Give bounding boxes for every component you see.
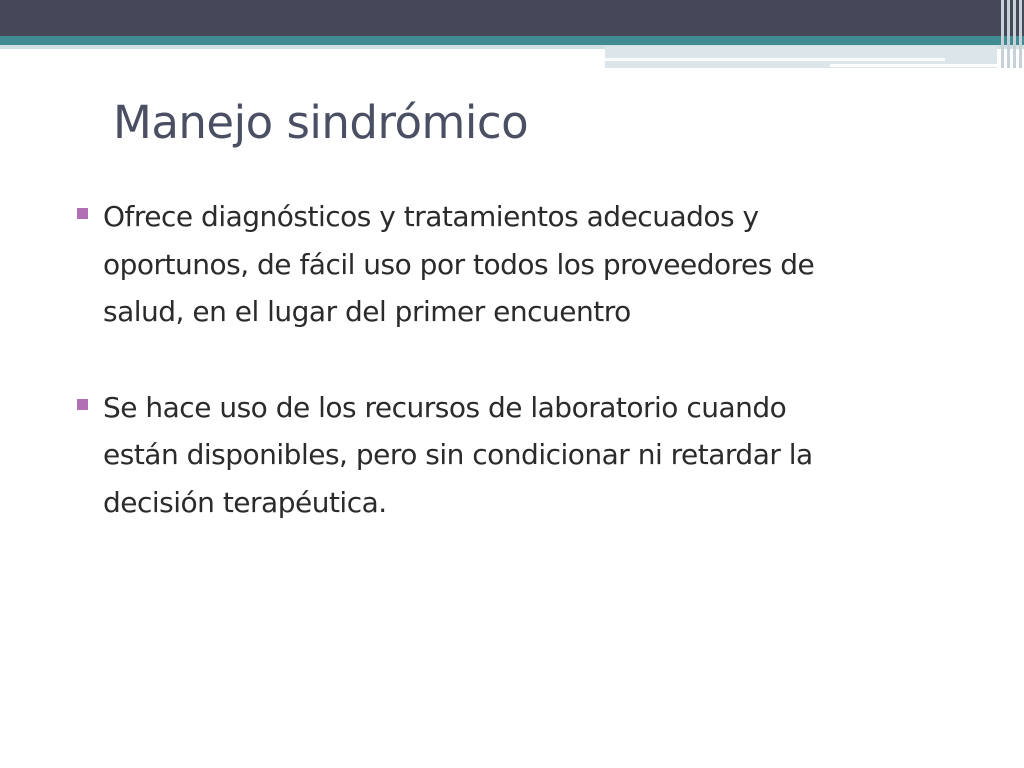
header-dark-bar xyxy=(0,0,1024,36)
bullet-line: Ofrece diagnósticos y tratamientos adecuados y xyxy=(103,200,759,233)
slide-title: Manejo sindrómico xyxy=(113,96,529,149)
header-teal-bar xyxy=(0,36,1024,45)
square-bullet-icon xyxy=(77,399,88,410)
header-right-stripes xyxy=(992,0,1024,68)
bullet-line: salud, en el lugar del primer encuentro xyxy=(103,295,631,328)
stripe xyxy=(1007,0,1010,68)
bullet-line: están disponibles, pero sin condicionar ni retardar la xyxy=(103,438,813,471)
bullet-list xyxy=(75,193,975,526)
bullet-line: oportunos, de fácil uso por todos los proveedores de xyxy=(103,247,815,281)
header-accent-line-short xyxy=(830,64,997,67)
stripe xyxy=(1001,0,1004,68)
header-accent-line xyxy=(605,58,945,61)
bullet-item-1 xyxy=(75,193,975,336)
square-bullet-icon xyxy=(77,208,88,219)
bullet-item-2 xyxy=(75,384,975,527)
bullet-line: Se hace uso de los recursos de laboratorio cuando xyxy=(103,390,787,424)
bullet-line: decisión terapéutica. xyxy=(103,485,387,519)
stripe xyxy=(1013,0,1016,68)
stripe xyxy=(1019,0,1022,68)
